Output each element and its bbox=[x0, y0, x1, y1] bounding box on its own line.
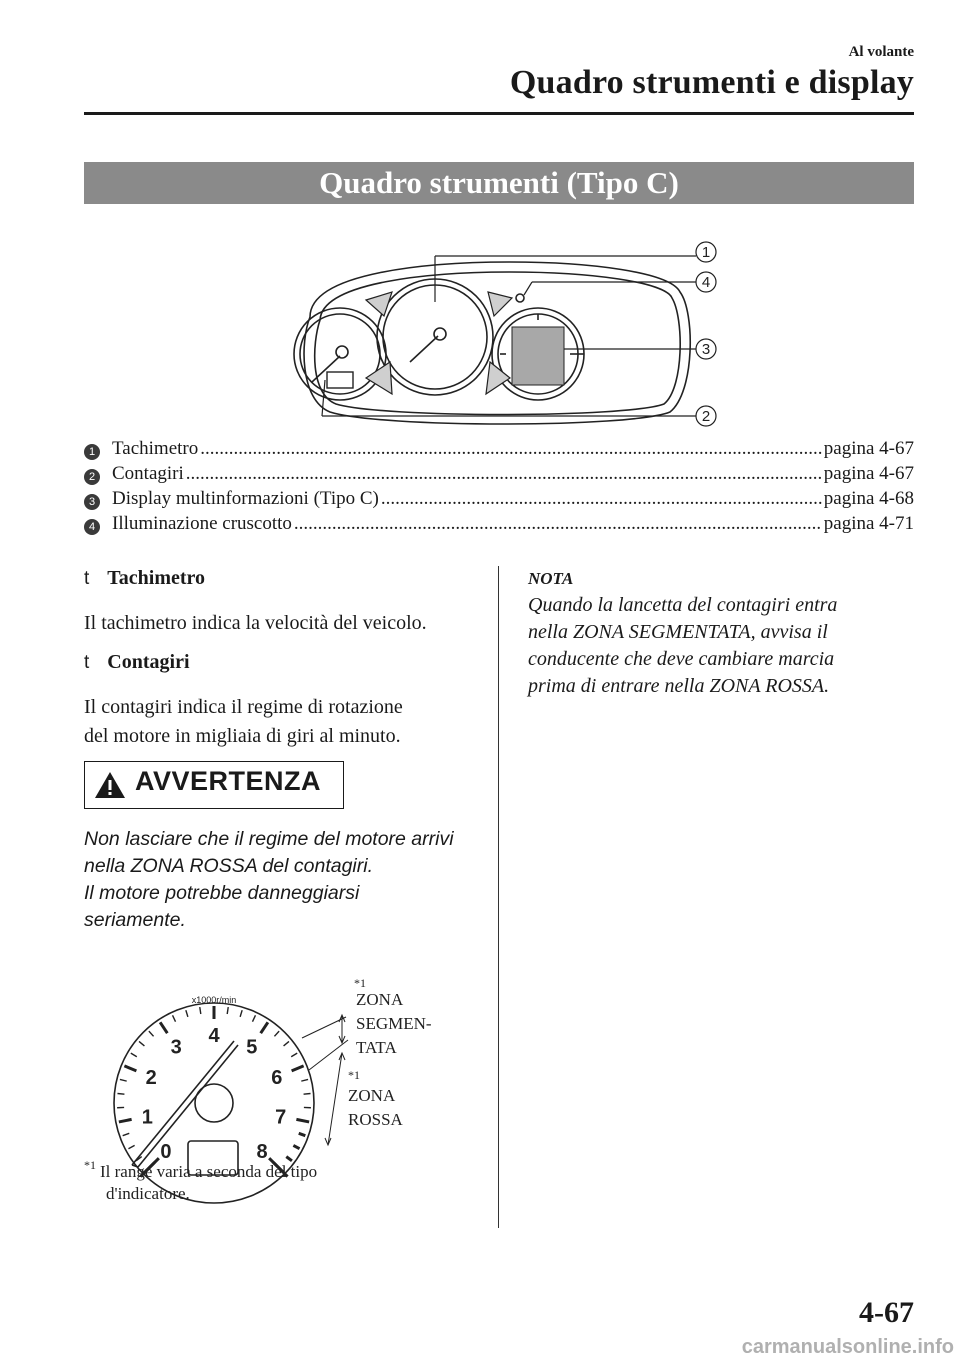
section-marker: t bbox=[84, 652, 90, 673]
item-label: Display multinformazioni (Tipo C) bbox=[112, 488, 379, 509]
text-line: del motore in migliaia di giri al minuto. bbox=[84, 725, 401, 747]
dial-minor-tick bbox=[139, 1041, 144, 1045]
list-item bbox=[84, 488, 914, 513]
item-number: 4 bbox=[84, 519, 100, 535]
leader-dots bbox=[381, 488, 822, 510]
zone1-line: TATA bbox=[356, 1038, 397, 1057]
section-title: Contagiri bbox=[107, 651, 190, 673]
dial-number: 8 bbox=[256, 1141, 268, 1164]
contagiri-text bbox=[84, 693, 403, 751]
page-reference[interactable]: pagina 4-68 bbox=[823, 488, 914, 509]
dial-minor-tick bbox=[284, 1041, 289, 1045]
item-number: 1 bbox=[84, 444, 100, 460]
dial-major-tick bbox=[124, 1066, 136, 1071]
dial-major-tick bbox=[261, 1022, 268, 1033]
text-line: Non lasciare che il regime del motore arrivi bbox=[84, 828, 454, 850]
list-item bbox=[84, 438, 914, 463]
header-section: Al volante bbox=[848, 44, 914, 60]
tachimetro-text: Il tachimetro indica la velocità del veicolo. bbox=[84, 612, 427, 634]
zone1-line: SEGMEN- bbox=[356, 1014, 432, 1033]
text-line: prima di entrare nella ZONA ROSSA. bbox=[528, 675, 830, 697]
page-reference[interactable]: pagina 4-67 bbox=[823, 463, 914, 484]
dial-minor-tick bbox=[293, 1145, 299, 1148]
zone2-line: ZONA bbox=[348, 1086, 396, 1105]
unit-label: x1000r/min bbox=[191, 995, 237, 1005]
page-reference[interactable]: pagina 4-67 bbox=[823, 438, 914, 459]
text-line: Quando la lancetta del contagiri entra bbox=[528, 594, 838, 616]
footnote-mark: *1 bbox=[84, 1158, 96, 1172]
dial-number: 5 bbox=[246, 1036, 258, 1059]
text-line: seriamente. bbox=[84, 909, 186, 931]
note-text bbox=[528, 592, 888, 700]
zone2-mark: *1 bbox=[348, 1068, 360, 1082]
dial-minor-tick bbox=[200, 1007, 201, 1014]
text-line: Il motore potrebbe danneggiarsi bbox=[84, 882, 360, 904]
dial-major-tick bbox=[160, 1022, 167, 1033]
dial-number: 1 bbox=[141, 1106, 153, 1129]
needle bbox=[132, 1041, 234, 1165]
callout-4: 4 bbox=[701, 274, 711, 291]
section-title: Tachimetro bbox=[107, 567, 206, 589]
dial-minor-tick bbox=[117, 1093, 124, 1094]
leader-dots bbox=[294, 513, 822, 535]
note-title: NOTA bbox=[528, 569, 574, 588]
section-marker: t bbox=[84, 568, 90, 589]
dial-minor-tick bbox=[173, 1015, 176, 1021]
illumination-sensor bbox=[516, 294, 524, 302]
item-label: Tachimetro bbox=[112, 438, 199, 459]
dial-minor-tick bbox=[304, 1093, 311, 1094]
warning-box bbox=[84, 761, 344, 809]
leader-dots bbox=[200, 438, 822, 460]
list-item bbox=[84, 513, 914, 538]
dial-number: 3 bbox=[170, 1036, 182, 1059]
dial-major-tick bbox=[119, 1119, 132, 1122]
dial-minor-tick bbox=[291, 1053, 297, 1057]
dial-minor-tick bbox=[274, 1031, 279, 1036]
zone1-line: ZONA bbox=[356, 990, 404, 1009]
item-number: 3 bbox=[84, 494, 100, 510]
column-divider bbox=[498, 566, 499, 1228]
dial-minor-tick bbox=[286, 1157, 292, 1161]
dial-minor-tick bbox=[186, 1010, 188, 1017]
leader-dots bbox=[186, 463, 822, 485]
text-line: nella ZONA SEGMENTATA, avvisa il bbox=[528, 621, 828, 643]
page-number: 4-67 bbox=[859, 1296, 914, 1329]
dial-minor-tick bbox=[227, 1007, 228, 1014]
zone2-line: ROSSA bbox=[348, 1110, 403, 1129]
left-gauge-window bbox=[327, 372, 353, 388]
list-item bbox=[84, 463, 914, 488]
warning-label: AVVERTENZA bbox=[135, 766, 322, 796]
zone1-mark: *1 bbox=[354, 976, 366, 990]
text-line: conducente che deve cambiare marcia bbox=[528, 648, 835, 670]
page-reference[interactable]: pagina 4-71 bbox=[823, 513, 914, 534]
footnote-line: Il range varia a seconda del tipo bbox=[100, 1162, 318, 1181]
item-label: Contagiri bbox=[112, 463, 184, 484]
dial-number: 0 bbox=[160, 1141, 172, 1164]
header-title: Quadro strumenti e display bbox=[509, 64, 914, 101]
text-line: nella ZONA ROSSA del contagiri. bbox=[84, 855, 374, 877]
section-banner: Quadro strumenti (Tipo C) bbox=[84, 162, 914, 204]
dial-major-tick bbox=[296, 1119, 309, 1122]
warning-triangle-icon bbox=[93, 770, 127, 800]
section-heading-tachimetro bbox=[84, 567, 205, 590]
dial-minor-tick bbox=[123, 1133, 130, 1135]
component-list bbox=[84, 438, 914, 538]
section-heading-contagiri bbox=[84, 651, 190, 674]
dial-minor-tick bbox=[149, 1031, 154, 1036]
dial-minor-tick bbox=[301, 1079, 308, 1081]
callout-1: 1 bbox=[701, 244, 711, 261]
dial-number: 4 bbox=[208, 1025, 220, 1047]
dial-minor-tick bbox=[120, 1079, 127, 1081]
header-rule bbox=[84, 112, 914, 115]
dial-minor-tick bbox=[299, 1133, 306, 1135]
callout-2: 2 bbox=[701, 408, 711, 425]
item-number: 2 bbox=[84, 469, 100, 485]
watermark: carmanualsonline.info bbox=[741, 1336, 954, 1358]
left-gauge bbox=[294, 308, 386, 400]
cluster-inner-outline bbox=[315, 272, 681, 415]
multi-info-display bbox=[512, 327, 564, 385]
footnote-line: d'indicatore. bbox=[106, 1184, 190, 1203]
dial-number: 2 bbox=[145, 1066, 157, 1089]
dial-number: 7 bbox=[275, 1106, 287, 1129]
dial-minor-tick bbox=[128, 1145, 134, 1148]
dial-minor-tick bbox=[252, 1015, 255, 1021]
tachometer-figure bbox=[84, 955, 484, 1215]
callout-3: 3 bbox=[701, 341, 711, 358]
cluster-outline bbox=[304, 262, 690, 424]
dial-major-tick bbox=[292, 1066, 304, 1071]
warning-text bbox=[84, 826, 484, 934]
text-line: Il contagiri indica il regime di rotazione bbox=[84, 696, 403, 718]
dial-minor-tick bbox=[131, 1053, 137, 1057]
item-label: Illuminazione cruscotto bbox=[112, 513, 292, 534]
dial-number: 6 bbox=[271, 1066, 283, 1089]
dial-minor-tick bbox=[240, 1010, 242, 1017]
instrument-cluster-figure bbox=[270, 232, 730, 432]
